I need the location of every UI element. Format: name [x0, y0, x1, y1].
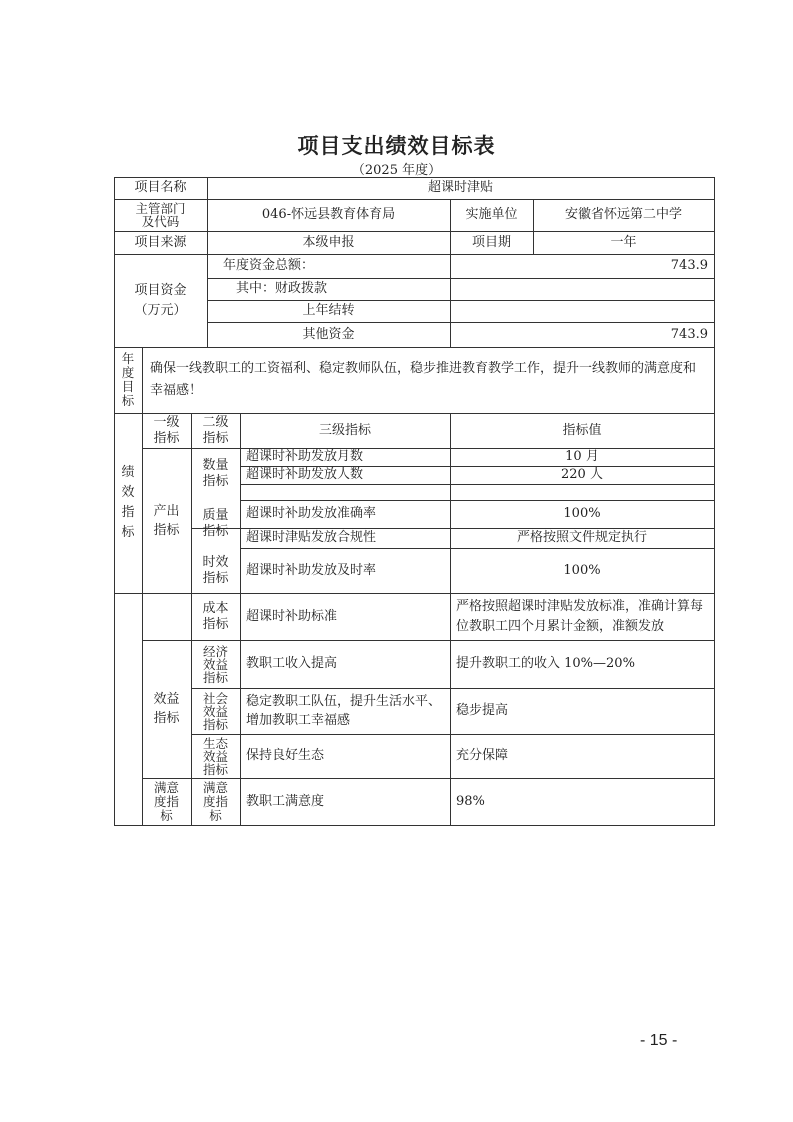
header-level2: 二级 指标 — [202, 414, 229, 446]
indicator-value: 严格按照文件规定执行 — [516, 530, 647, 545]
page-number: - 15 - — [640, 1032, 678, 1049]
indicator-value: 稳步提高 — [456, 703, 509, 718]
indicator-value: 220 人 — [561, 467, 603, 482]
satisfaction-l2-label: 满意 度指 标 — [202, 779, 228, 823]
indicator-name — [240, 484, 450, 500]
economic-benefit-label: 经济 效益 指标 — [202, 643, 228, 685]
indicator-name: 教职工收入提高 — [246, 656, 338, 671]
indicator-value: 100% — [563, 506, 601, 521]
indicator-name: 稳定教职工队伍，提升生活水平、增加教职工幸福感 — [246, 694, 442, 728]
benefit-indicator-label: 效益 指标 — [153, 692, 180, 726]
indicator-value: 98% — [456, 793, 485, 809]
funds-carryover-label: 上年结转 — [302, 303, 355, 318]
indicator-value: 10 月 — [565, 449, 599, 464]
indicator-value: 提升教职工的收入 10%—20% — [456, 656, 635, 671]
quality-indicator-label: 质量 指标 — [202, 508, 229, 539]
funds-fiscal-value — [450, 278, 714, 300]
indicator-name: 超课时补助发放及时率 — [246, 562, 377, 578]
indicator-value: 充分保障 — [456, 748, 509, 763]
funds-total-value: 743.9 — [670, 258, 708, 273]
timeliness-indicator-label: 时效 指标 — [202, 554, 229, 586]
indicator-value: 严格按照超课时津贴发放标准，准确计算每位教职工四个月累计金额，准额发放 — [456, 598, 704, 634]
funds-total-label: 年度资金总额： — [223, 258, 315, 273]
ecological-benefit-label: 生态 效益 指标 — [202, 735, 228, 777]
satisfaction-l1-label: 满意 度指 标 — [153, 779, 179, 823]
goal-label: 年 度 目 标 — [121, 351, 135, 408]
period-label: 项目期 — [471, 234, 511, 250]
period-value: 一年 — [610, 234, 637, 250]
dept-label: 主管部门 及代码 — [135, 201, 186, 229]
funds-fiscal-label: 其中：财政拨款 — [236, 281, 328, 296]
indicator-name: 超课时补助发放准确率 — [246, 506, 377, 521]
impl-label: 实施单位 — [465, 207, 518, 222]
indicator-name: 超课时津贴发放合规性 — [246, 530, 377, 545]
source-value: 本级申报 — [302, 234, 355, 250]
project-name-label: 项目名称 — [134, 180, 187, 195]
header-value: 指标值 — [562, 422, 602, 438]
header-level3: 三级指标 — [318, 422, 371, 438]
funds-label: 项目资金 （万元） — [134, 282, 187, 318]
indicator-name: 教职工满意度 — [246, 793, 325, 809]
output-indicator-label: 产出 指标 — [153, 503, 180, 538]
funds-other-value: 743.9 — [670, 326, 708, 342]
indicator-name: 超课时补助发放人数 — [246, 467, 364, 482]
indicator-value — [450, 484, 714, 500]
indicator-name: 超课时补助标准 — [246, 608, 338, 624]
dept-value: 046-怀远县教育体育局 — [261, 207, 396, 222]
goal-text: 确保一线教职工的工资福利、稳定教师队伍，稳步推进教育教学工作，提升一线教师的满意度和幸福感！ — [150, 361, 697, 398]
header-level1: 一级 指标 — [153, 414, 180, 446]
funds-carryover-value — [450, 300, 714, 322]
indicator-value: 100% — [563, 562, 601, 578]
page-title: 项目支出绩效目标表 — [297, 134, 496, 158]
quantity-indicator-label: 数量 指标 — [202, 458, 229, 489]
indicator-name: 保持良好生态 — [246, 748, 325, 763]
source-label: 项目来源 — [134, 234, 187, 250]
impl-value: 安徽省怀远第二中学 — [564, 207, 682, 222]
social-benefit-label: 社会 效益 指标 — [202, 690, 228, 732]
cost-indicator-label: 成本 指标 — [202, 600, 229, 632]
performance-indicator-label: 绩 效 指 标 — [121, 465, 135, 540]
indicator-name: 超课时补助发放月数 — [246, 449, 364, 464]
page-subtitle: （2025 年度） — [351, 163, 442, 178]
project-name-value: 超课时津贴 — [427, 180, 493, 195]
funds-other-label: 其他资金 — [302, 326, 355, 342]
